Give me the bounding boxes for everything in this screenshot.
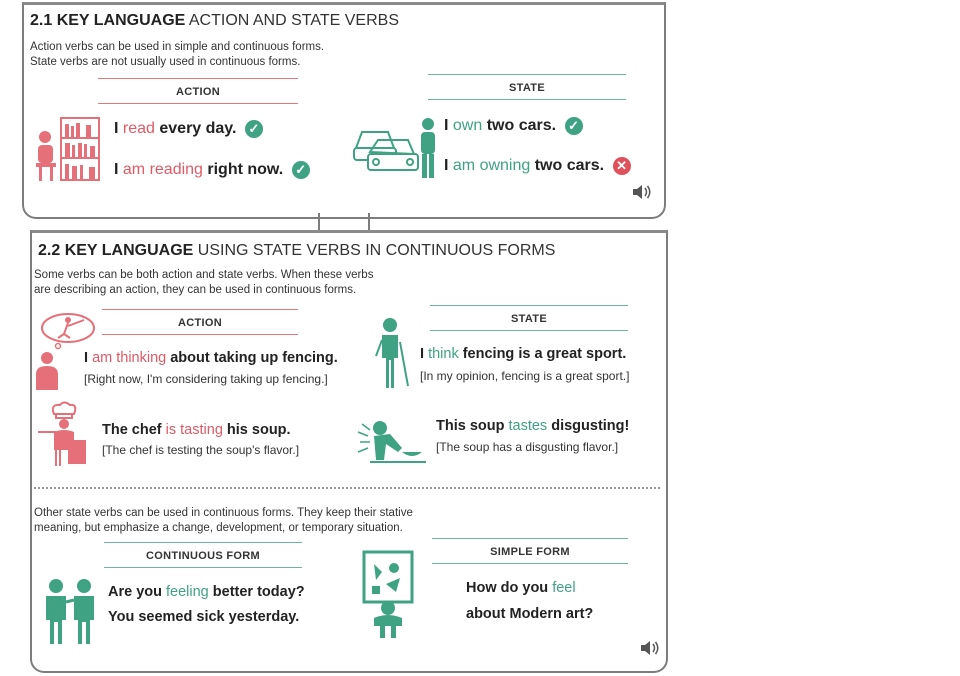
two-people-icon (40, 578, 100, 646)
speaker-icon-2[interactable] (640, 640, 660, 656)
art-viewer-icon (360, 550, 416, 642)
gloss-chef-testing: [The chef is testing the soup's flavor.] (102, 443, 300, 457)
continuous-form-label: CONTINUOUS FORM (104, 550, 302, 562)
sentence-read-every-day: I read every day. ✓ (114, 120, 263, 138)
section-2-1-intro: Action verbs can be used in simple and continuous forms. State verbs are not usually used in continuous forms. (30, 41, 325, 68)
sentence-chef-tasting: The chef is tasting his soup. (102, 422, 291, 438)
check-icon: ✓ (245, 120, 263, 138)
section-2-1-heading: 2.1 KEY LANGUAGE ACTION AND STATE VERBS (30, 12, 399, 29)
check-icon: ✓ (292, 161, 310, 179)
continuous-intro: Other state verbs can be used in continuous forms. They keep their stative meaning, but emphasize a change, development, or temporary situation. (34, 507, 413, 534)
reader-bookshelf-icon (34, 116, 104, 182)
sentence-am-owning: I am owning two cars. ✕ (444, 157, 631, 175)
gloss-disgusting-flavor: [The soup has a disgusting flavor.] (436, 440, 619, 454)
sentence-am-reading: I am reading right now. ✓ (114, 161, 310, 179)
sentence-soup-tastes: This soup tastes disgusting! (436, 418, 630, 434)
thinking-person-icon (372, 318, 412, 390)
state-label: STATE (428, 82, 626, 94)
sentence-own-two-cars: I own two cars. ✓ (444, 117, 583, 135)
section-2-1-panel (22, 2, 666, 219)
speaker-icon[interactable] (632, 184, 652, 200)
action-label: ACTION (98, 86, 298, 98)
state-label-2: STATE (430, 313, 628, 325)
panel-connector-left (318, 213, 320, 231)
action-label-2: ACTION (102, 317, 298, 329)
disgusted-diner-icon (356, 414, 428, 466)
sentence-think-fencing: I think fencing is a great sport. (420, 346, 627, 362)
sentence-are-you-feeling: Are you feeling better today? (108, 584, 305, 600)
panel-connector-right (368, 213, 370, 231)
chef-tasting-icon (34, 402, 90, 468)
cars-owner-icon (352, 118, 444, 180)
section-divider (34, 487, 660, 489)
simple-form-label: SIMPLE FORM (432, 546, 628, 558)
check-icon: ✓ (565, 117, 583, 135)
sentence-seemed-sick: You seemed sick yesterday. (108, 609, 300, 625)
sentence-how-do-you-feel: How do you feel (466, 580, 576, 596)
section-2-2-heading: 2.2 KEY LANGUAGE USING STATE VERBS IN CONTINUOUS FORMS (38, 242, 556, 259)
sentence-modern-art: about Modern art? (466, 606, 594, 622)
gloss-considering-fencing: [Right now, I'm considering taking up fencing.] (84, 372, 328, 386)
cross-icon: ✕ (613, 157, 631, 175)
section-2-2-intro: Some verbs can be both action and state verbs. When these verbs are describing an action, they can be used in continuous forms. (34, 269, 374, 296)
sentence-am-thinking: I am thinking about taking up fencing. (84, 350, 338, 366)
gloss-opinion-fencing: [In my opinion, fencing is a great sport.] (420, 369, 630, 383)
